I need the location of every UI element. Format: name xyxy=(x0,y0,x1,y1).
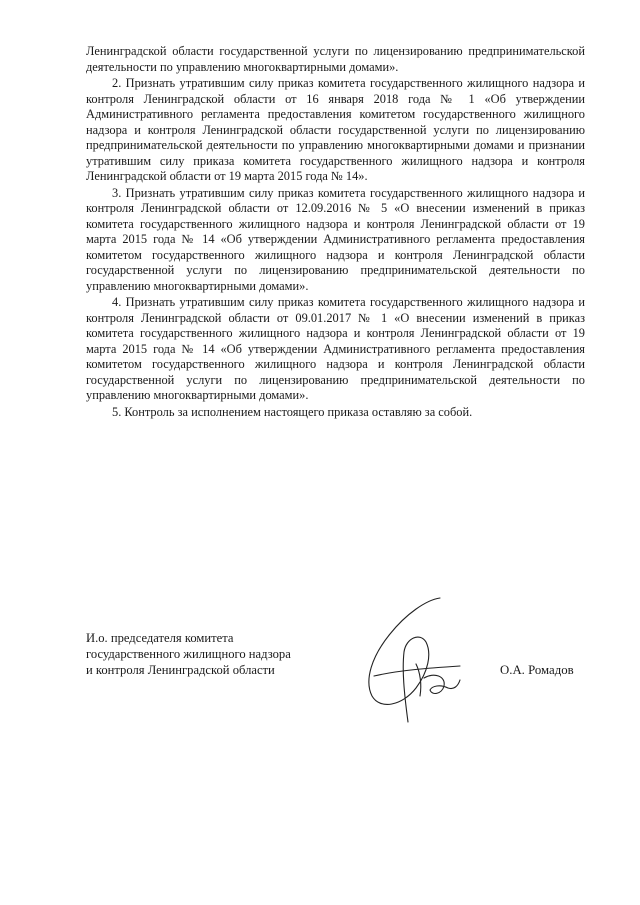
signatory-position-line: государственного жилищного надзора xyxy=(86,647,291,661)
paragraph-item-5: 5. Контроль за исполнением настоящего приказа оставляю за собой. xyxy=(112,404,473,419)
handwritten-signature xyxy=(360,592,472,728)
paragraph-item-3: 3. Признать утратившим силу приказ комитета государственного жилищного надзора и контроля Ленинградской области от 12.09.2016 № 5 «О внесении изменений в приказ комитета государственного жилищного надзора и контроля Ленинградской области от 19 марта 2015 года № 14 «Об утверждении Административного регламента предоставления комитетом государственного жилищного надзора и контроля Ленинградской области государственной услуги по лицензированию предпринимательской деятельности по управлению многоквартирными домами». xyxy=(86,185,585,293)
signatory-position-line: И.о. председателя комитета xyxy=(86,631,234,645)
signatory-position xyxy=(86,630,366,678)
signatory-position-line: и контроля Ленинградской области xyxy=(86,663,275,677)
paragraph-item-2: 2. Признать утратившим силу приказ комитета государственного жилищного надзора и контроля Ленинградской области от 16 января 2018 года № 1 «Об утверждении Административного регламента предоставления комитетом государственного жилищного надзора и контроля Ленинградской области государственной услуги по лицензированию предпринимательской деятельности по управлению многоквартирными домами и признании утратившим силу приказа комитета государственного жилищного надзора и контроля Ленинградской области от 19 марта 2015 года № 14». xyxy=(86,76,585,183)
document-body xyxy=(86,44,585,420)
signatory-name: О.А. Ромадов xyxy=(500,663,574,677)
paragraph-item-4: 4. Признать утратившим силу приказ комитета государственного жилищного надзора и контроля Ленинградской области от 09.01.2017 № 1 «О внесении изменений в приказ комитета государственного жилищного надзора и контроля Ленинградской области от 19 марта 2015 года № 14 «Об утверждении Административного регламента предоставления комитетом государственного жилищного надзора и контроля Ленинградской области государственной услуги по лицензированию предпринимательской деятельности по управлению многоквартирными домами». xyxy=(86,295,585,402)
paragraph-continuation: Ленинградской области государственной услуги по лицензированию предпринимательской деятельности по управлению многоквартирными домами». xyxy=(86,44,585,74)
